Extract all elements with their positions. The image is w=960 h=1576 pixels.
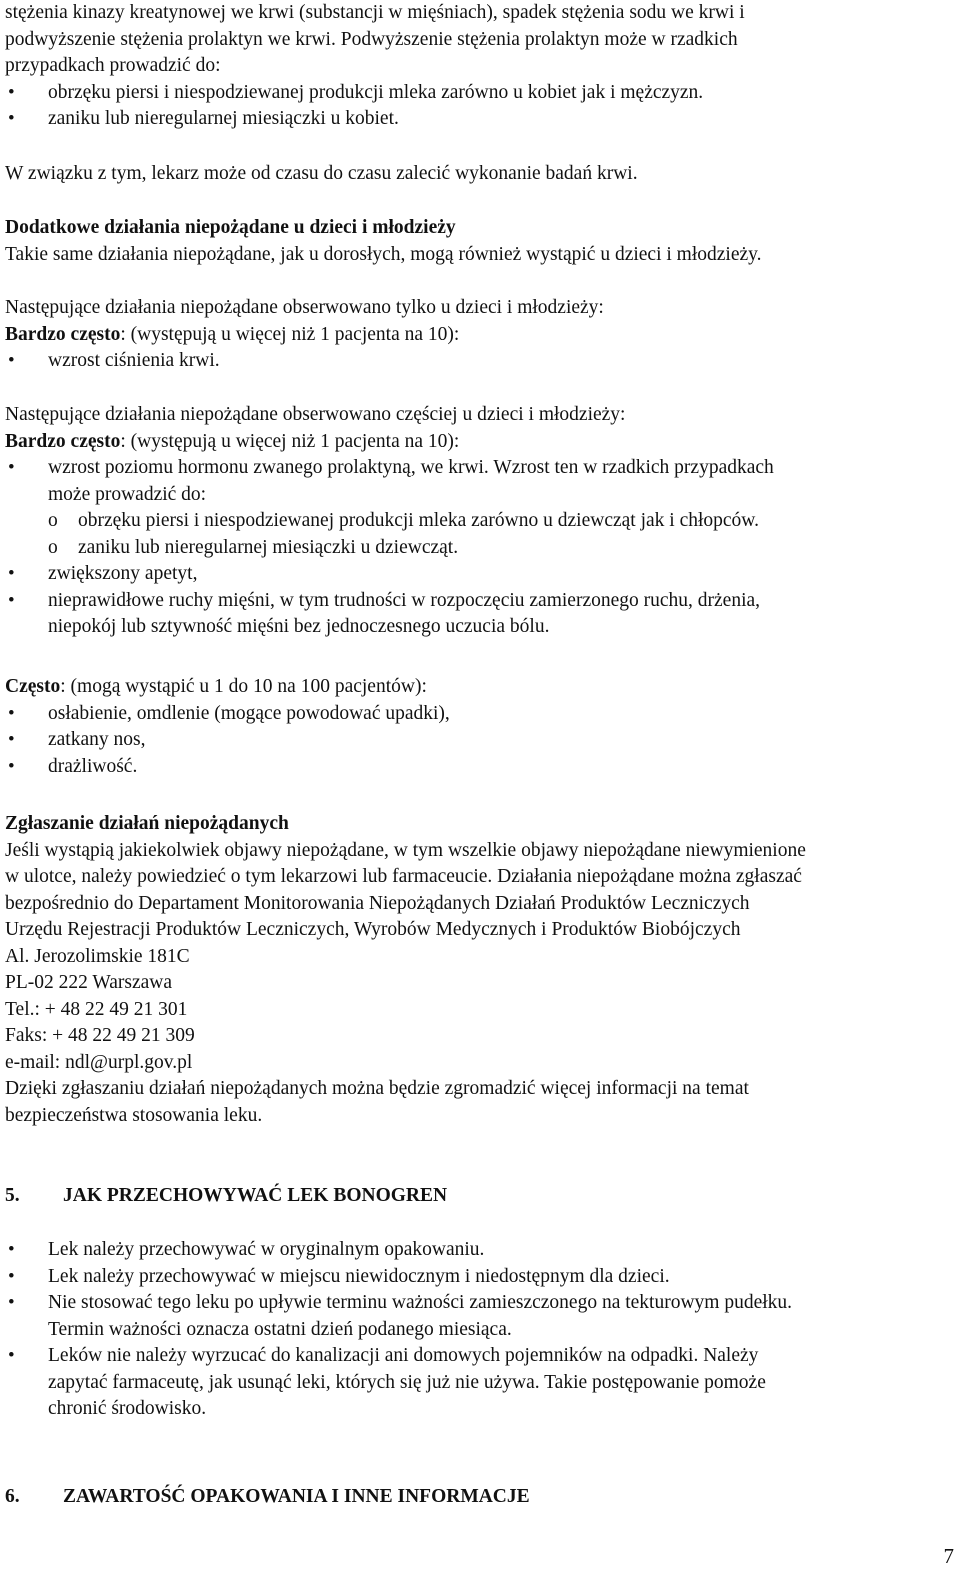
intro-line-3: przypadkach prowadzić do: (5, 55, 221, 76)
disposal-line-3: chronić środowisko. (48, 1398, 207, 1419)
page-number: 7 (943, 1544, 954, 1568)
intro-line-2: podwyższenie stężenia prolaktyn we krwi. Podwyższenie stężenia prolaktyn może w rzadkich (5, 28, 738, 50)
appetite-bullet: • zwiększony apetyt, (5, 561, 953, 588)
reporting-email: e-mail: ndl@urpl.gov.pl (5, 1051, 193, 1073)
disposal-line-2: zapytać farmaceutę, jak usunąć leki, których się już nie używa. Takie postępowanie pomoże (48, 1371, 766, 1393)
disposal-line-1: • Leków nie należy wyrzucać do kanalizacji ani domowych pojemników na odpadki. Należy (48, 1345, 759, 1366)
section-6-heading (5, 1484, 530, 1511)
blood-test-note: W związku z tym, lekarz może od czasu do czasu zalecić wykonanie badań krwi. (5, 163, 638, 184)
reporting-line: bezpieczeństwa stosowania leku. (5, 1104, 263, 1126)
common-bullet-3: • drażliwość. (5, 754, 450, 781)
common-bullet-1: • osłabienie, omdlenie (mogące powodować upadki), (5, 701, 450, 728)
prolactin-bullet (5, 455, 953, 508)
frequency-line-very-common (5, 322, 604, 349)
intro-bullet-1: • obrzęku piersi i niespodziewanej produkcji mleka zarówno u kobiet jak i mężczyzn. (5, 80, 745, 107)
reporting-section (5, 811, 953, 1129)
prolactin-sub-1: o obrzęku piersi i niespodziewanej produkcji mleka zarówno u dziewcząt jak i chłopców. (5, 508, 953, 535)
disposal-bullet (5, 1343, 953, 1423)
section-5-title: JAK PRZECHOWYWAĆ LEK BONOGREN (63, 1185, 448, 1206)
more-often-intro: Następujące działania niepożądane obserwowano częściej u dzieci i młodzieży: (5, 404, 626, 425)
storage-bullet-1: • Lek należy przechowywać w oryginalnym opakowaniu. (5, 1237, 953, 1264)
more-often-section (5, 402, 953, 641)
children-section (5, 215, 762, 268)
frequency-line-common (5, 674, 450, 701)
intro-block (5, 0, 745, 133)
reporting-line: Jeśli wystąpią jakiekolwiek objawy niepożądane, w tym wszelkie objawy niepożądane niewymienione (5, 839, 806, 861)
common-text: : (mogą wystąpić u 1 do 10 na 100 pacjentów): (60, 676, 427, 697)
section-6-number: 6. (5, 1486, 20, 1507)
only-children-intro: Następujące działania niepożądane obserwowano tylko u dzieci i młodzieży: (5, 297, 604, 318)
section-5-heading (5, 1183, 447, 1210)
storage-bullet-2: • Lek należy przechowywać w miejscu niewidocznym i niedostępnym dla dzieci. (5, 1264, 953, 1291)
expiry-bullet (5, 1290, 953, 1343)
frequency-line-very-common-2 (5, 429, 953, 456)
reporting-phone: Tel.: + 48 22 49 21 301 (5, 998, 188, 1020)
reporting-fax: Faks: + 48 22 49 21 309 (5, 1025, 195, 1046)
common-section (5, 674, 450, 780)
prolactin-sub-2: o zaniku lub nieregularnej miesiączki u dziewcząt. (5, 535, 953, 562)
expiry-line-1: • Nie stosować tego leku po upływie terminu ważności zamieszczonego na tekturowym pudełku. (48, 1292, 793, 1313)
common-bullet-2: • zatkany nos, (5, 727, 450, 754)
children-text: Takie same działania niepożądane, jak u dorosłych, mogą również wystąpić u dzieci i młodzieży. (5, 243, 762, 265)
reporting-line: Dzięki zgłaszaniu działań niepożądanych można będzie zgromadzić więcej informacji na temat (5, 1078, 749, 1099)
frequency-label-2: Bardzo często (5, 430, 121, 452)
reporting-line: bezpośrednio do Departament Monitorowania Niepożądanych Działań Produktów Leczniczych (5, 892, 750, 914)
movement-bullet (5, 588, 953, 641)
frequency-text-2: : (występują u więcej niż 1 pacjenta na 10): (120, 430, 460, 452)
prolactin-line-1: • wzrost poziomu hormonu zwanego prolaktyną, we krwi. Wzrost ten w rzadkich przypadkach (48, 457, 774, 478)
reporting-line: Urzędu Rejestracji Produktów Leczniczych, Wyrobów Medycznych i Produktów Biobójczych (5, 919, 741, 940)
reporting-line: w ulotce, należy powiedzieć o tym lekarzowi lub farmaceucie. Działania niepożądane można zgłaszać (5, 866, 802, 887)
section-6-title: ZAWARTOŚĆ OPAKOWANIA I INNE INFORMACJE (63, 1486, 530, 1507)
expiry-line-2: Termin ważności oznacza ostatni dzień podanego miesiąca. (48, 1318, 512, 1340)
only-children-section (5, 295, 604, 375)
section-5-number: 5. (5, 1185, 20, 1206)
intro-line-1: stężenia kinazy kreatynowej we krwi (substancji w mięśniach), spadek stężenia sodu we krwi i (5, 2, 745, 23)
reporting-city: PL-02 222 Warszawa (5, 972, 173, 993)
movement-line-2: niepokój lub sztywność mięśni bez jednoczesnego uczucia bólu. (48, 616, 550, 637)
frequency-label: Bardzo często (5, 323, 121, 345)
prolactin-line-2: może prowadzić do: (48, 483, 207, 505)
reporting-address: Al. Jerozolimskie 181C (5, 945, 190, 967)
reporting-heading: Zgłaszanie działań niepożądanych (5, 813, 289, 834)
common-label: Często (5, 676, 61, 697)
only-children-bullet-1: • wzrost ciśnienia krwi. (5, 348, 604, 375)
intro-bullet-2: • zaniku lub nieregularnej miesiączki u kobiet. (5, 106, 745, 133)
children-heading: Dodatkowe działania niepożądane u dzieci i młodzieży (5, 217, 456, 238)
movement-line-1: • nieprawidłowe ruchy mięśni, w tym trudności w rozpoczęciu zamierzonego ruchu, drżenia, (48, 589, 761, 611)
storage-section (5, 1237, 953, 1423)
frequency-text: : (występują u więcej niż 1 pacjenta na 10): (120, 323, 460, 345)
